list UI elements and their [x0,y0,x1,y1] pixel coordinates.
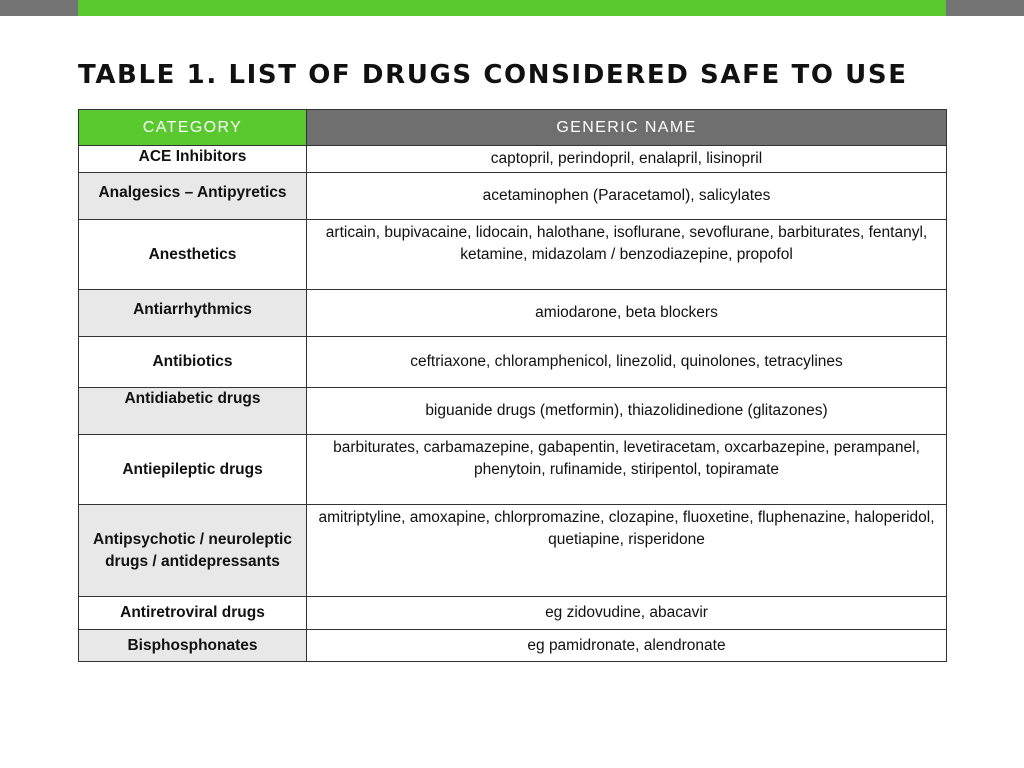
category-cell: Antibiotics [79,337,307,388]
generic-name-cell: acetaminophen (Paracetamol), salicylates [307,173,947,220]
table-row [79,630,947,662]
generic-name-cell: amiodarone, beta blockers [307,290,947,337]
category-cell: Antipsychotic / neuroleptic drugs / antidepressants [79,505,307,597]
page-title: TABLE 1. LIST OF DRUGS CONSIDERED SAFE TO USE [78,60,908,90]
category-cell: Antidiabetic drugs [79,388,307,435]
generic-name-cell: biguanide drugs (metformin), thiazolidinedione (glitazones) [307,388,947,435]
top-bar-right-segment [946,0,1024,16]
top-accent-bar [0,0,1024,16]
category-cell: Antiepileptic drugs [79,435,307,505]
column-header-category: CATEGORY [79,110,307,146]
table-header-row [79,110,947,146]
category-cell: Anesthetics [79,220,307,290]
generic-name-cell: eg pamidronate, alendronate [307,630,947,662]
generic-name-cell: articain, bupivacaine, lidocain, halothane, isoflurane, sevoflurane, barbiturates, fentanyl, ketamine, midazolam / benzodiazepine, propofol [307,220,947,290]
generic-name-cell: captopril, perindopril, enalapril, lisinopril [307,146,947,173]
table-row [79,388,947,435]
table-row [79,290,947,337]
column-header-generic-name: GENERIC NAME [307,110,947,146]
table-row [79,597,947,630]
category-cell: Antiarrhythmics [79,290,307,337]
table-row [79,435,947,505]
generic-name-cell: barbiturates, carbamazepine, gabapentin, levetiracetam, oxcarbazepine, perampanel, phenytoin, rufinamide, stiripentol, topiramate [307,435,947,505]
table-row [79,505,947,597]
drugs-table [78,109,947,662]
category-cell: Bisphosphonates [79,630,307,662]
table-row [79,220,947,290]
table-row [79,146,947,173]
top-bar-green-segment [78,0,946,16]
generic-name-cell: amitriptyline, amoxapine, chlorpromazine, clozapine, fluoxetine, fluphenazine, haloperidol, quetiapine, risperidone [307,505,947,597]
table-row [79,337,947,388]
table-row [79,173,947,220]
generic-name-cell: eg zidovudine, abacavir [307,597,947,630]
category-cell: ACE Inhibitors [79,146,307,173]
category-cell: Analgesics – Antipyretics [79,173,307,220]
top-bar-left-segment [0,0,78,16]
category-cell: Antiretroviral drugs [79,597,307,630]
generic-name-cell: ceftriaxone, chloramphenicol, linezolid, quinolones, tetracylines [307,337,947,388]
